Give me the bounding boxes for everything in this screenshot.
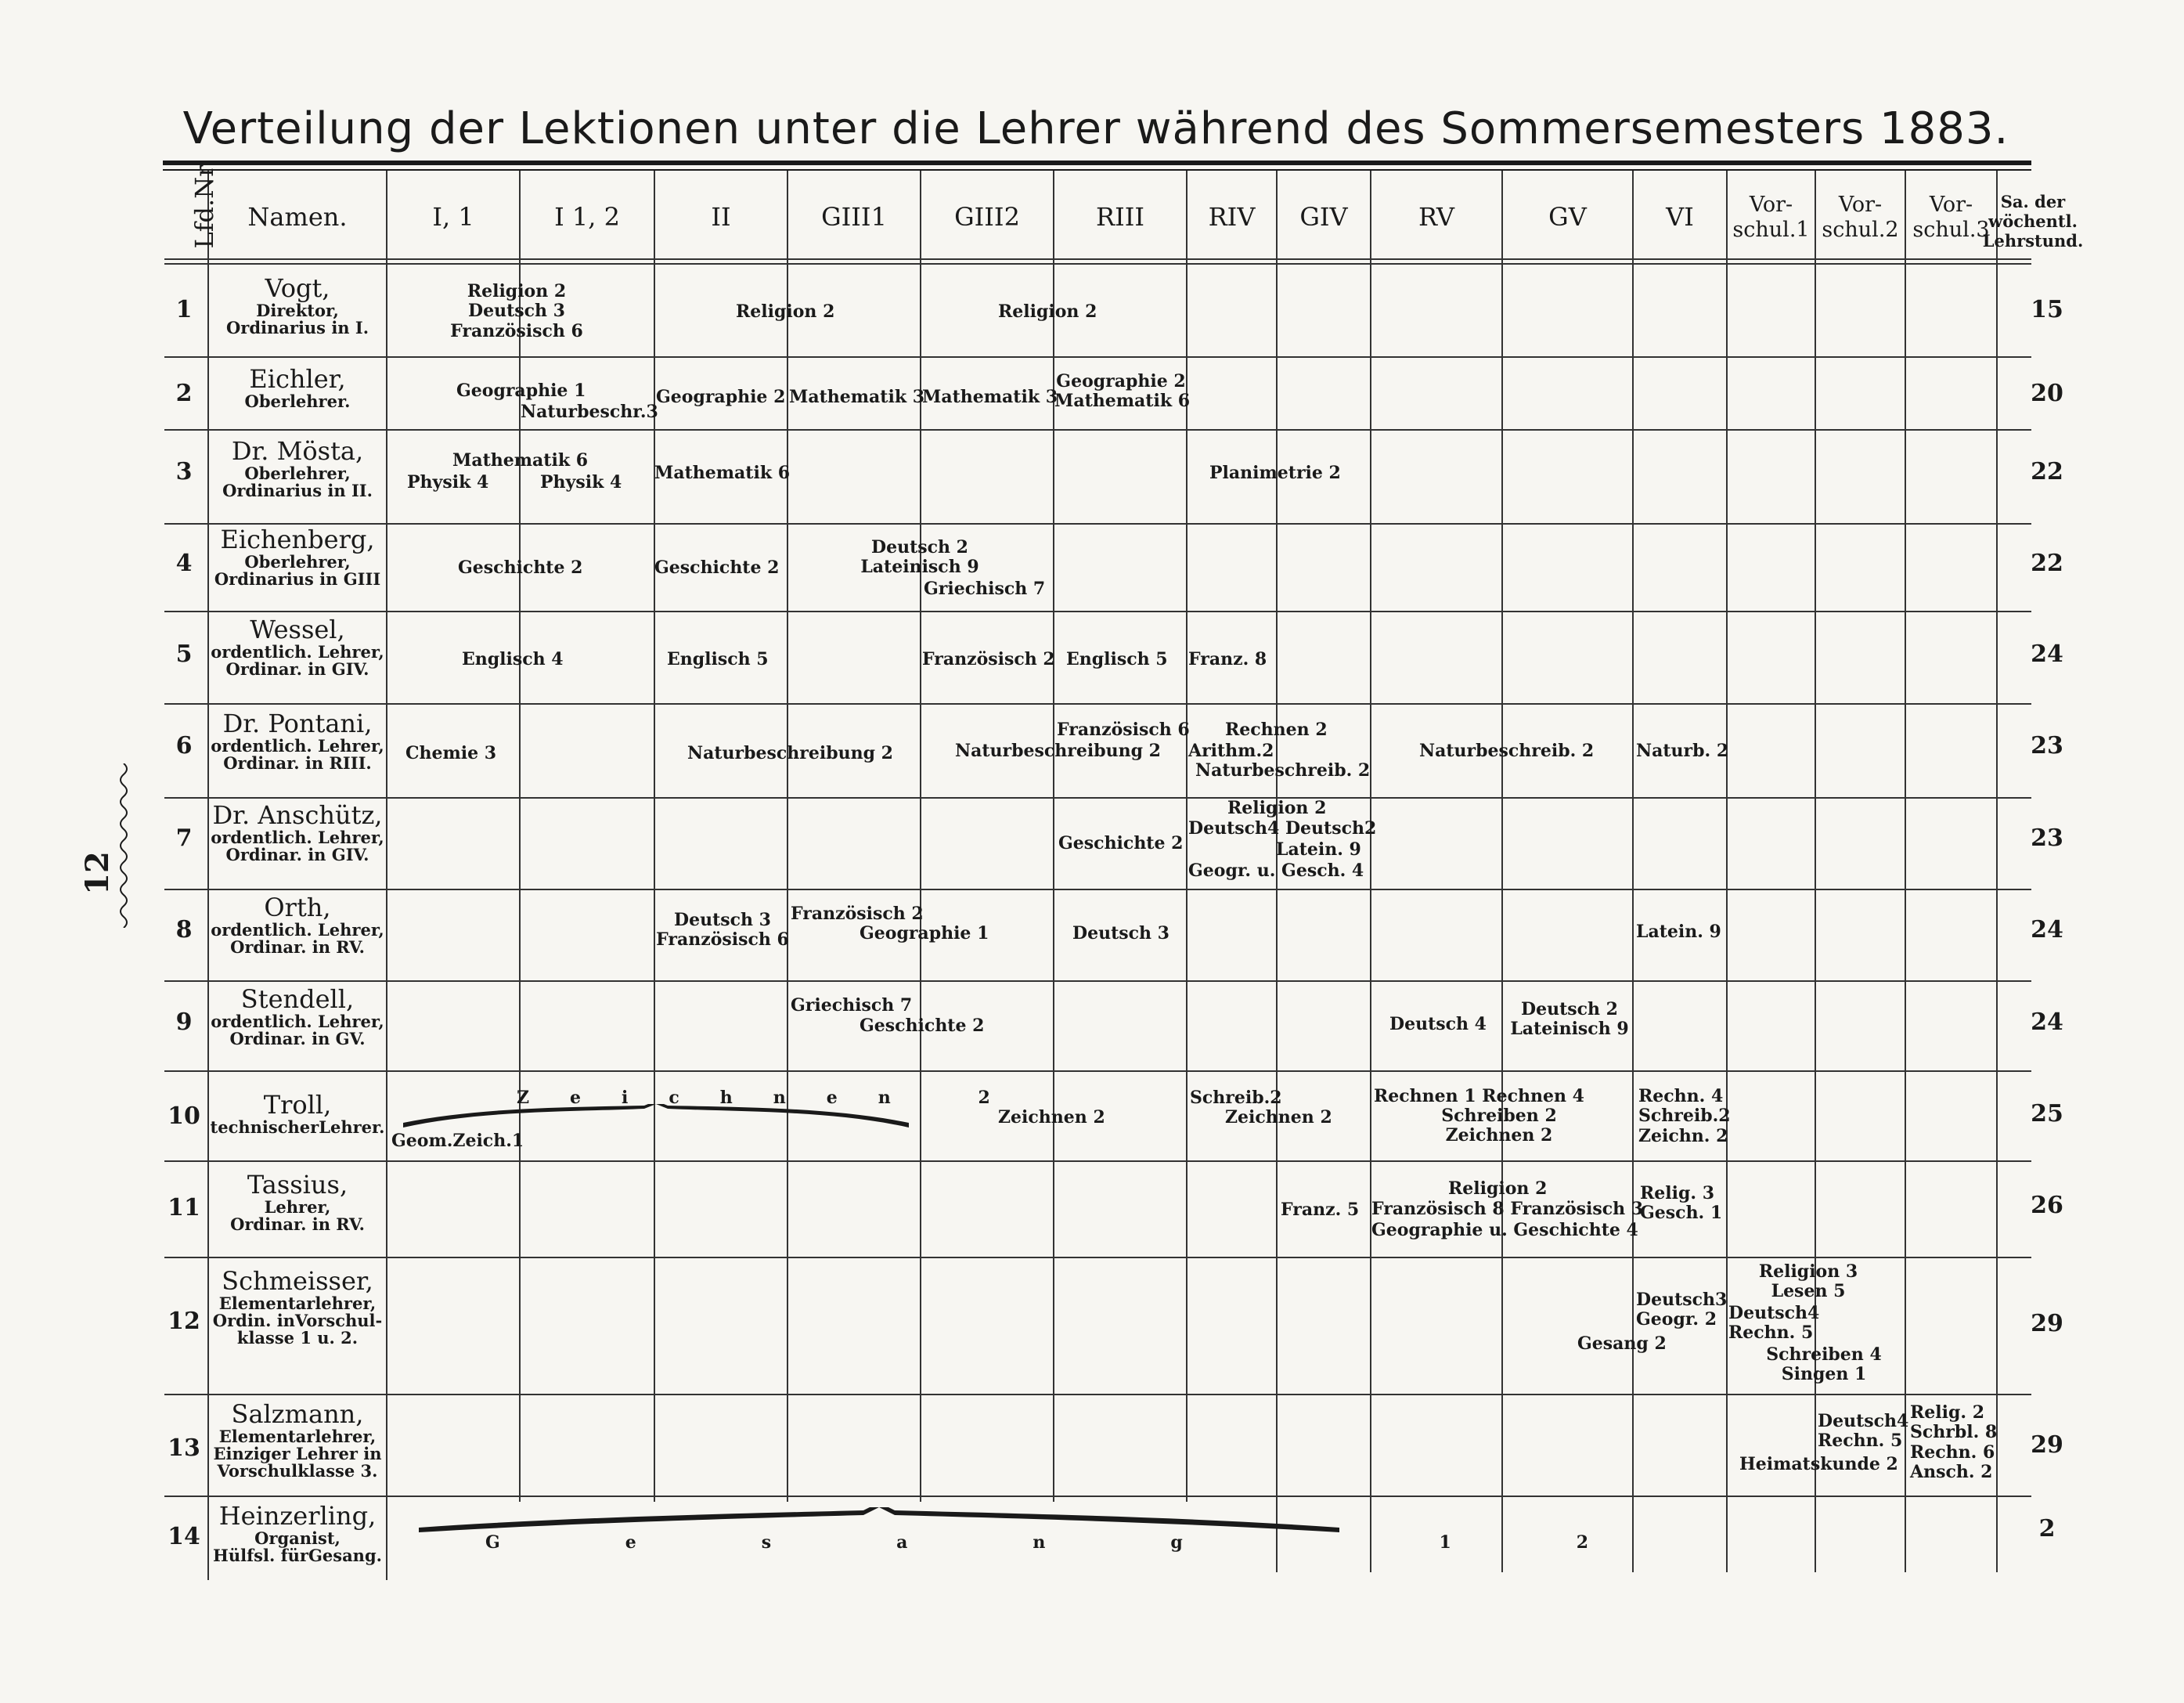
lesson-cell: Geschichte 2 <box>1058 833 1184 853</box>
header-col-ii: II <box>711 202 731 233</box>
row-number: 14 <box>168 1523 200 1550</box>
total-hours: 23 <box>2031 824 2063 852</box>
lesson-cell: Französisch 8 Französisch 3 <box>1371 1199 1644 1219</box>
lesson-cell: Physik 4 <box>540 472 622 492</box>
header-col-vorschul1 <box>1728 176 1815 258</box>
lesson-cell: Religion 2 <box>998 301 1097 322</box>
lesson-text: Singen 1 <box>1781 1364 1867 1385</box>
wavy-rule <box>116 763 132 928</box>
header-rule <box>164 258 2031 260</box>
row-rule <box>164 797 2031 799</box>
lesson-cell: Naturbeschr.3 <box>521 402 658 422</box>
header-namen: Namen. <box>247 202 348 233</box>
lesson-cell: Mathematik 3 <box>922 387 1058 407</box>
page-title: Verteilung der Lektionen unter die Lehrer während des Sommersemesters 1883. <box>182 103 2009 154</box>
lesson-cell <box>1640 1184 1722 1224</box>
header-col-gv: GV <box>1548 202 1587 233</box>
lesson-cell: Französisch 2 <box>922 649 1055 669</box>
row-number: 8 <box>175 916 193 944</box>
lesson-cell <box>1818 1412 1908 1452</box>
total-hours: 24 <box>2031 916 2063 944</box>
teacher-name: Dr. Anschütz, <box>212 800 383 830</box>
col-rule <box>1905 171 1906 1572</box>
col-rule <box>654 171 655 1502</box>
lesson-cell <box>1730 1262 1887 1302</box>
col-rule <box>787 171 788 1502</box>
teacher-role: Ordinarius in GIII <box>214 568 381 589</box>
row-number: 10 <box>168 1102 200 1130</box>
header-text: schul.1 <box>1732 217 1810 242</box>
lesson-cell: Mathematik 6 <box>452 450 589 471</box>
teacher-cell <box>209 895 386 956</box>
lesson-text: Deutsch3 <box>1636 1290 1728 1310</box>
lesson-cell: Religion 2 <box>1448 1178 1548 1199</box>
row-rule <box>164 1070 2031 1072</box>
lesson-text: Rechn. 4 <box>1638 1086 1724 1106</box>
row-number: 13 <box>168 1434 200 1462</box>
lesson-text: Schreib.2 <box>1638 1106 1731 1127</box>
teacher-cell <box>209 1092 386 1136</box>
teacher-role: Organist, <box>254 1528 341 1548</box>
lesson-cell: Rechnen 2 <box>1225 720 1328 740</box>
title-rule-thin <box>163 169 2031 171</box>
header-col-giii2: GIII2 <box>954 202 1020 233</box>
teacher-role: Oberlehrer, <box>244 551 351 572</box>
col-rule <box>386 171 387 1580</box>
teacher-name: Tassius, <box>247 1170 348 1200</box>
lesson-cell: Mathematik 6 <box>654 463 791 483</box>
lesson-cell <box>853 538 986 578</box>
teacher-role: Ordinar. in GIV. <box>225 658 369 679</box>
teacher-name: Heinzerling, <box>218 1501 377 1531</box>
col-rule <box>1996 171 1998 1572</box>
header-rule <box>164 263 2031 265</box>
lesson-cell: Naturbeschreibung 2 <box>955 741 1161 761</box>
lesson-cell: Zeichnen 2 <box>1225 1107 1332 1128</box>
lesson-cell <box>1503 1000 1636 1040</box>
lesson-text: Geographie 2 <box>1056 371 1186 391</box>
total-hours: 29 <box>2031 1431 2063 1459</box>
lesson-cell: Chemie 3 <box>405 743 497 763</box>
header-col-rv: RV <box>1418 202 1455 233</box>
lesson-cell <box>1638 1087 1731 1146</box>
lesson-cell: Geschichte 2 <box>458 557 583 578</box>
header-col-giv: GIV <box>1299 202 1348 233</box>
teacher-role: klasse 1 u. 2. <box>236 1327 359 1348</box>
lesson-cell: Naturbeschreibung 2 <box>687 743 893 763</box>
teacher-role: ordentlich. Lehrer, <box>211 641 384 662</box>
teacher-role: ordentlich. Lehrer, <box>211 735 384 756</box>
lesson-text: Zeichnen 2 <box>1445 1125 1553 1146</box>
teacher-role: Direktor, <box>256 300 339 320</box>
lesson-cell: Naturb. 2 <box>1636 741 1729 761</box>
lesson-cell: Naturbeschreib. 2 <box>1195 760 1371 781</box>
lesson-cell: Rechnen 1 Rechnen 4 <box>1374 1086 1584 1106</box>
lesson-text: Schrbl. 8 <box>1910 1422 1998 1443</box>
teacher-role: Ordinar. in RIII. <box>223 752 372 773</box>
row-rule <box>164 356 2031 358</box>
teacher-cell <box>209 366 386 410</box>
lesson-cell: Geographie 1 <box>860 923 989 944</box>
header-col-i12: I 1, 2 <box>554 202 620 233</box>
lesson-text: Deutsch 3 <box>674 910 771 930</box>
row-rule <box>164 889 2031 890</box>
row-rule <box>164 611 2031 612</box>
row-number: 4 <box>175 550 193 577</box>
row-rule <box>164 703 2031 705</box>
teacher-role: Elementarlehrer, <box>218 1293 377 1313</box>
lesson-text: Geogr. 2 <box>1636 1309 1717 1330</box>
teacher-name: Dr. Pontani, <box>222 709 373 738</box>
teacher-name: Stendell, <box>240 984 355 1014</box>
lesson-cell <box>1746 1345 1902 1385</box>
lesson-cell: Geom.Zeich.1 <box>391 1131 524 1151</box>
total-hours: 29 <box>2031 1310 2063 1337</box>
teacher-cell <box>209 438 386 500</box>
lesson-cell: Latein. 9 <box>1276 839 1361 860</box>
lesson-text: Lateinisch 9 <box>1510 1019 1629 1040</box>
col-rule <box>1726 171 1728 1572</box>
title-rule-thick <box>163 161 2031 165</box>
teacher-role: Ordinar. in RV. <box>230 936 365 957</box>
total-hours: 24 <box>2031 640 2063 668</box>
lesson-cell: Zeichnen 2 <box>998 1107 1105 1128</box>
lesson-text: Französisch 6 <box>656 929 789 951</box>
row-rule <box>164 980 2031 982</box>
teacher-cell <box>209 1399 386 1481</box>
lesson-cell: Geschichte 2 <box>860 1016 985 1036</box>
teacher-role: Oberlehrer, <box>244 463 351 483</box>
lesson-cell: Arithm.2 <box>1188 741 1274 761</box>
teacher-role: Ordinar. in RV. <box>230 1214 365 1234</box>
col-rule <box>1632 171 1634 1572</box>
col-rule <box>920 171 921 1502</box>
lesson-cell: Geographie 2 <box>656 387 786 407</box>
teacher-role: ordentlich. Lehrer, <box>211 827 384 847</box>
lesson-cell <box>656 911 789 951</box>
lesson-cell: Geographie 1 <box>456 381 586 401</box>
lesson-text: Zeichn. 2 <box>1638 1125 1728 1146</box>
header-col-riii: RIII <box>1095 202 1144 233</box>
header-text: schul.2 <box>1822 217 1899 242</box>
teacher-name: Eichenberg, <box>220 525 375 554</box>
teacher-cell <box>209 1268 386 1347</box>
lesson-cell: Griechisch 7 <box>924 579 1046 599</box>
lesson-text: Deutsch 3 <box>468 301 565 322</box>
lesson-cell <box>1054 371 1191 412</box>
total-hours: 26 <box>2031 1192 2063 1219</box>
teacher-name: Troll, <box>263 1090 332 1120</box>
teacher-name: Eichler, <box>249 364 346 394</box>
teacher-cell <box>209 527 386 588</box>
lesson-text: Deutsch 2 <box>871 537 968 557</box>
teacher-name: Vogt, <box>265 273 330 303</box>
lesson-text: Französisch 6 <box>450 320 583 341</box>
total-hours: 2 <box>2038 1515 2056 1542</box>
total-hours: 15 <box>2031 296 2063 323</box>
header-text: Vor- <box>1929 193 1973 218</box>
row-number: 9 <box>175 1008 193 1036</box>
row-rule <box>164 429 2031 431</box>
row-rule <box>164 523 2031 525</box>
lesson-cell: Englisch 4 <box>462 649 564 669</box>
teacher-role: Elementarlehrer, <box>218 1426 377 1446</box>
total-hours: 22 <box>2031 550 2063 577</box>
lesson-cell: Schreib.2 <box>1190 1088 1282 1108</box>
lesson-cell: Geogr. u. Gesch. 4 <box>1188 861 1364 881</box>
lesson-cell: Geographie u. Geschichte 4 <box>1371 1220 1638 1240</box>
lesson-cell: Zeichnen 2 <box>517 1088 1031 1108</box>
lesson-cell: Deutsch 4 <box>1389 1014 1487 1034</box>
lesson-cell <box>1910 1403 1997 1482</box>
lesson-text: Rechn. 6 <box>1910 1441 1995 1463</box>
lesson-cell: Religion 2 <box>736 301 835 322</box>
header-lfd-nr: Lfd.Nr <box>189 164 219 249</box>
lesson-cell: Mathematik 3 <box>789 387 925 407</box>
col-rule <box>1053 171 1054 1502</box>
lesson-text: Ansch. 2 <box>1910 1461 1993 1482</box>
teacher-cell <box>209 984 386 1048</box>
teacher-role: Ordinarius in I. <box>225 317 369 337</box>
lesson-text: Rechn. 5 <box>1818 1431 1903 1452</box>
lesson-text: Lateinisch 9 <box>860 557 979 578</box>
lesson-text: Deutsch 2 <box>1521 999 1618 1019</box>
teacher-cell <box>209 273 386 337</box>
teacher-role: Ordinar. in GV. <box>229 1028 366 1048</box>
col-rule <box>519 171 521 1502</box>
col-rule <box>1186 171 1188 1502</box>
teacher-cell <box>209 1503 386 1564</box>
teacher-name: Orth, <box>264 893 331 922</box>
header-text: wöchentl. <box>1988 211 2078 231</box>
lesson-cell: Franz. 8 <box>1188 649 1267 669</box>
teacher-role: Ordinar. in GIV. <box>225 844 369 864</box>
header-col-sum <box>1982 184 2084 258</box>
teacher-name: Wessel, <box>250 615 345 644</box>
header-col-i1: I, 1 <box>432 202 474 233</box>
total-hours: 24 <box>2031 1008 2063 1036</box>
row-number: 3 <box>175 458 193 485</box>
lesson-text: Gesch. 1 <box>1640 1203 1723 1224</box>
header-text: schul.3 <box>1912 217 1990 242</box>
total-hours: 20 <box>2031 380 2063 407</box>
teacher-cell <box>209 617 386 678</box>
row-number: 2 <box>175 380 193 407</box>
header-text: Vor- <box>1749 193 1793 218</box>
lesson-cell <box>438 282 595 341</box>
teacher-role: Einziger Lehrer in <box>213 1443 382 1463</box>
teacher-role: Vorschulklasse 3. <box>217 1460 378 1481</box>
lesson-text: Schreiben 4 <box>1766 1344 1882 1365</box>
lesson-cell: Gesang 12 <box>485 1532 1714 1553</box>
teacher-role: ordentlich. Lehrer, <box>211 919 384 940</box>
header-col-vi: VI <box>1666 202 1694 233</box>
row-rule <box>164 1160 2031 1162</box>
lesson-text: Mathematik 6 <box>1054 391 1191 412</box>
lesson-cell: Gesang 2 <box>1577 1333 1667 1354</box>
teacher-role: ordentlich. Lehrer, <box>211 1011 384 1031</box>
lesson-cell: Physik 4 <box>407 472 489 492</box>
lesson-cell: Französisch 2 <box>791 904 924 924</box>
teacher-role: Lehrer, <box>264 1196 331 1217</box>
lesson-cell: Englisch 5 <box>1066 649 1168 669</box>
lesson-text: Religion 2 <box>467 281 567 301</box>
teacher-cell <box>209 711 386 772</box>
lesson-cell <box>1728 1304 1819 1344</box>
row-rule <box>164 1394 2031 1395</box>
total-hours: 23 <box>2031 732 2063 759</box>
lesson-text: Relig. 3 <box>1640 1183 1715 1203</box>
teacher-name: Schmeisser, <box>222 1266 373 1296</box>
row-rule <box>164 1496 2031 1497</box>
row-rule <box>164 1257 2031 1258</box>
header-text: Lehrstund. <box>1982 231 2084 251</box>
total-hours: 25 <box>2031 1100 2063 1128</box>
header-text: Sa. der <box>2000 191 2066 211</box>
lesson-text: Religion 3 <box>1758 1261 1858 1282</box>
lesson-cell: Religion 2 <box>1227 798 1327 818</box>
teacher-name: Salzmann, <box>231 1399 364 1429</box>
total-hours: 22 <box>2031 458 2063 485</box>
lesson-cell: Franz. 5 <box>1281 1200 1360 1220</box>
lesson-text: Relig. 2 <box>1910 1402 1985 1423</box>
row-number: 7 <box>175 824 193 852</box>
col-rule <box>1370 171 1371 1572</box>
header-text: Vor- <box>1838 193 1883 218</box>
row-number: 6 <box>175 732 193 759</box>
lesson-cell: Latein. 9 <box>1636 922 1721 942</box>
lesson-text: Rechn. 5 <box>1728 1322 1814 1344</box>
lesson-cell: Heimatskunde 2 <box>1739 1454 1898 1474</box>
row-number: 11 <box>168 1194 200 1221</box>
lesson-cell: Geschichte 2 <box>654 557 780 578</box>
teacher-name: Dr. Mösta, <box>231 436 364 466</box>
lesson-cell: Deutsch4 Deutsch2 <box>1188 818 1377 839</box>
lesson-cell: Deutsch 3 <box>1072 923 1169 944</box>
lesson-cell <box>1636 1290 1727 1330</box>
lesson-cell: Planimetrie 2 <box>1209 463 1341 483</box>
lesson-text: Deutsch4 <box>1728 1303 1820 1323</box>
teacher-role: Ordin. inVorschul- <box>212 1310 383 1330</box>
row-number: 12 <box>168 1308 200 1335</box>
row-number: 1 <box>175 296 193 323</box>
lesson-text: Schreiben 2 <box>1441 1106 1557 1126</box>
teacher-role: Ordinarius in II. <box>222 480 373 500</box>
teacher-cell <box>209 1172 386 1233</box>
lesson-text: Deutsch4 <box>1818 1411 1909 1431</box>
lesson-cell <box>1409 1106 1589 1146</box>
teacher-cell <box>209 800 386 864</box>
lesson-cell: Naturbeschreib. 2 <box>1419 741 1595 761</box>
teacher-role: Hülfsl. fürGesang. <box>213 1545 382 1565</box>
header-col-riv: RIV <box>1208 202 1256 233</box>
lesson-cell: Französisch 6 <box>1057 720 1190 740</box>
teacher-role: Oberlehrer. <box>244 391 351 411</box>
teacher-role: technischerLehrer. <box>210 1117 385 1137</box>
header-col-vorschul2 <box>1816 176 1905 258</box>
page-number: 12 <box>79 851 116 895</box>
lesson-cell: Griechisch 7 <box>791 995 913 1016</box>
header-col-giii1: GIII1 <box>821 202 887 233</box>
lesson-cell: Englisch 5 <box>667 649 769 669</box>
lesson-text: Lesen 5 <box>1771 1281 1846 1302</box>
row-number: 5 <box>175 640 193 668</box>
col-rule <box>1501 171 1503 1572</box>
